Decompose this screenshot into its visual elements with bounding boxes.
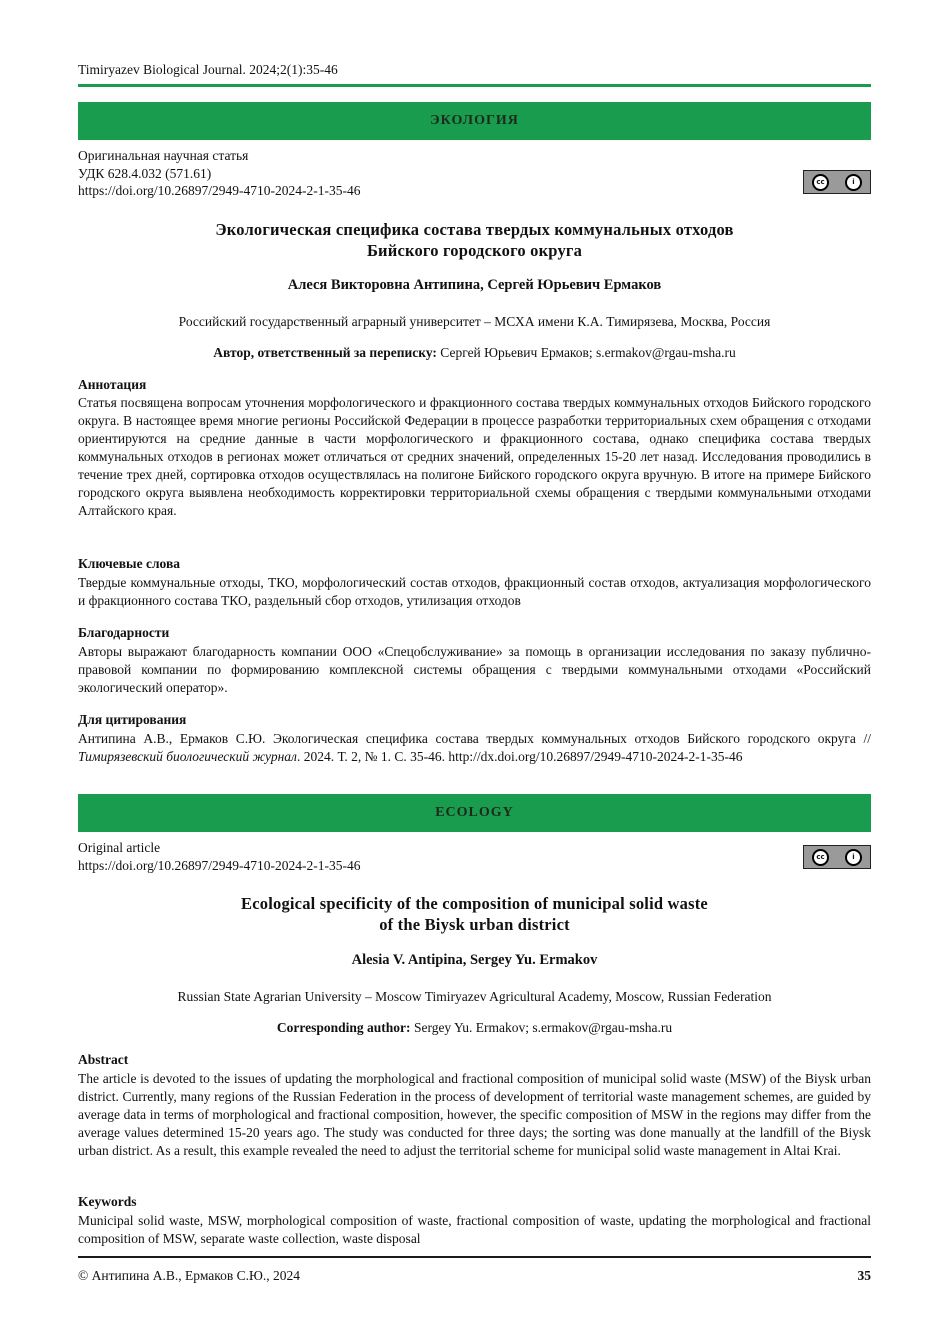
cc-by-license-badge[interactable] (803, 845, 871, 869)
citation-heading-ru: Для цитирования (78, 712, 187, 727)
doi-link[interactable]: https://doi.org/10.26897/2949-4710-2024-2-1-35-46 (78, 183, 361, 198)
journal-header: Timiryazev Biological Journal. 2024;2(1):35-46 (78, 62, 338, 77)
footer-rule (78, 1256, 871, 1258)
doi-link[interactable]: https://doi.org/10.26897/2949-4710-2024-2-1-35-46 (78, 857, 361, 873)
article-meta-en (78, 839, 361, 874)
keywords-text-en: Municipal solid waste, MSW, morphological composition of waste, fractional composition of waste, updating the morphological and fractional composition of MSW, separate waste collection, waste disposal (78, 1213, 871, 1246)
corresponding-author-en (78, 1020, 871, 1036)
keywords-heading-en: Keywords (78, 1194, 137, 1209)
page-number: 35 (857, 1268, 871, 1283)
corresponding-author-ru (78, 345, 871, 361)
article-type: Original article (78, 840, 161, 855)
title-line: Ecological specificity of the composition of municipal solid waste (241, 894, 708, 913)
copyright-notice: © Антипина А.В., Ермаков С.Ю., 2024 (78, 1268, 301, 1283)
citation-journal: Тимирязевский биологический журнал (78, 749, 297, 764)
keywords-heading-ru: Ключевые слова (78, 556, 180, 571)
corr-label: Автор, ответственный за переписку: (213, 345, 437, 360)
abstract-heading-ru: Аннотация (78, 377, 147, 392)
cc-icon: cc (812, 849, 829, 866)
section-bar-ru: ЭКОЛОГИЯ (78, 102, 871, 140)
affiliation-en: Russian State Agrarian University – Moscow Timiryazev Agricultural Academy, Moscow, Russian Federation (177, 989, 772, 1004)
abstract-text-ru: Статья посвящена вопросам уточнения морфологического и фракционного состава твердых коммунальных отходов Бийского городского округа. В настоящее время многие регионы Российской Федерации в процессе разработки территориальных схем обращения с отходами ориентируются на средние данные в части морфологического и фракционного состава, однако специфика состава твердых коммунальных отходов в регионах может отличаться от средних значений, определенных 15-20 лет назад. Исследования проводились в течение трех дней, сортировка отходов осуществлялась на полигоне Бийского городского округа вручную. В итоге на примере Бийского городского округа выявлена необходимость корректировки территориальной схемы обращения с твердыми коммунальными отходами Алтайского края. (78, 395, 871, 518)
citation-part: . 2024. Т. 2, № 1. С. 35-46. http://dx.doi.org/10.26897/2949-4710-2024-2-1-35-46 (296, 749, 743, 764)
article-title-en (78, 893, 871, 935)
authors-ru: Алеся Викторовна Антипина, Сергей Юрьевич Ермаков (287, 277, 662, 293)
attribution-icon: i (845, 174, 862, 191)
citation-part: Антипина А.В., Ермаков С.Ю. Экологическая специфика состава твердых коммунальных отходов Бийского городского округа // (78, 731, 871, 746)
cc-by-license-badge[interactable] (803, 170, 871, 194)
attribution-icon: i (845, 849, 862, 866)
corr-text: Сергей Юрьевич Ермаков; s.ermakov@rgau-msha.ru (440, 345, 736, 360)
article-type: Оригинальная научная статья (78, 148, 249, 163)
title-line: Бийского городского округа (366, 241, 583, 260)
article-meta-ru (78, 147, 361, 200)
header-rule (78, 84, 871, 87)
corr-label: Corresponding author: (276, 1020, 411, 1035)
title-line: Экологическая специфика состава твердых коммунальных отходов (215, 220, 734, 239)
corr-text: Sergey Yu. Ermakov; s.ermakov@rgau-msha.ru (413, 1020, 673, 1035)
udk-code: УДК 628.4.032 (571.61) (78, 165, 212, 181)
keywords-text-ru: Твердые коммунальные отходы, ТКО, морфологический состав отходов, фракционный состав отходов, актуализация морфологического и фракционного состава ТКО, раздельный сбор отходов, утилизация отходов (78, 575, 871, 608)
abstract-text-en: The article is devoted to the issues of updating the morphological and fractional composition of municipal solid waste (MSW) of the Biysk urban district. Currently, many regions of the Russian Federation in the process of development of territorial waste management schemes, are guided by average data in terms of morphological and fractional composition, however, the specific composition of MSW in the regions may differ from the average values determined 15-20 years ago. The study was conducted for three days; the sorting was done manually at the landfill of the Biysk urban district. As a result, this example revealed the need to adjust the territorial scheme for municipal solid waste management in Altai Krai. (78, 1071, 871, 1158)
article-title-ru (78, 219, 871, 261)
abstract-heading-en: Abstract (78, 1052, 129, 1067)
section-bar-en: ECOLOGY (78, 794, 871, 832)
cc-icon: cc (812, 174, 829, 191)
thanks-heading-ru: Благодарности (78, 625, 170, 640)
title-line: of the Biysk urban district (379, 915, 570, 934)
affiliation-ru: Российский государственный аграрный университет – МСХА имени К.А. Тимирязева, Москва, Россия (178, 314, 771, 329)
thanks-text-ru: Авторы выражают благодарность компании ООО «Спецобслуживание» за помощь в организации исследования по заказу публично-правовой компании по формированию комплексной системы обращения с твердыми коммунальными отходами «Российский экологический оператор». (78, 644, 871, 695)
authors-en: Alesia V. Antipina, Sergey Yu. Ermakov (351, 952, 598, 968)
citation-text-ru (78, 730, 871, 766)
